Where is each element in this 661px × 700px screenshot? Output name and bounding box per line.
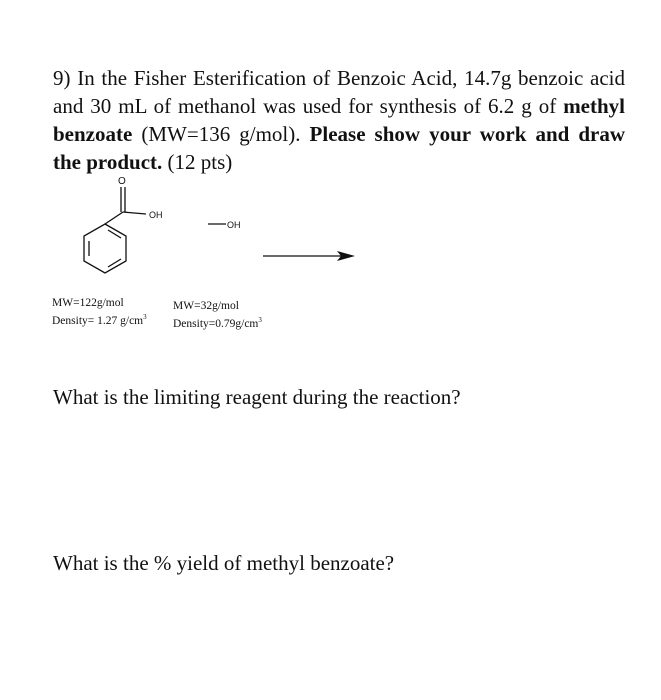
methanol-oh-label: OH <box>227 220 241 230</box>
benzoic-acid-structure <box>84 187 146 273</box>
instruction: Please show your work and draw the product. <box>53 122 626 174</box>
benzene-ring <box>84 224 126 273</box>
benzoic-acid-mw: MW=122g/mol <box>52 297 124 309</box>
c-oh-bond <box>123 212 146 214</box>
limiting-reagent-question: What is the limiting reagent during the reaction? <box>53 385 461 409</box>
ring-carbonyl-bond <box>105 212 123 224</box>
benzoic-oh-label: OH <box>149 210 163 220</box>
points: (12 pts) <box>167 150 233 174</box>
ring-double-bond <box>108 230 121 238</box>
benzoic-acid-density: Density= 1.27 $g/cm^3$ <box>52 313 147 327</box>
question-number: 9) <box>53 66 71 90</box>
methanol-props <box>173 299 262 331</box>
carbonyl-oxygen-label: O <box>118 176 126 187</box>
question-text-1: In the Fisher Esterification of Benzoic Acid, 14.7g benzoic acid and 30 mL of methanol was used for synthesis of 6.2 g of <box>53 66 625 118</box>
question-text-2: (MW=136 g/mol). <box>141 122 301 146</box>
ring-double-bond <box>108 259 121 267</box>
benzoic-acid-props <box>52 296 147 328</box>
product-name: methyl benzoate <box>53 94 626 146</box>
methanol-density: $Density=0.79g/cm^3$ <box>173 316 262 330</box>
percent-yield-question: What is the % yield of methyl benzoate? <box>53 551 395 575</box>
methanol-mw: MW=32g/mol <box>173 300 239 312</box>
